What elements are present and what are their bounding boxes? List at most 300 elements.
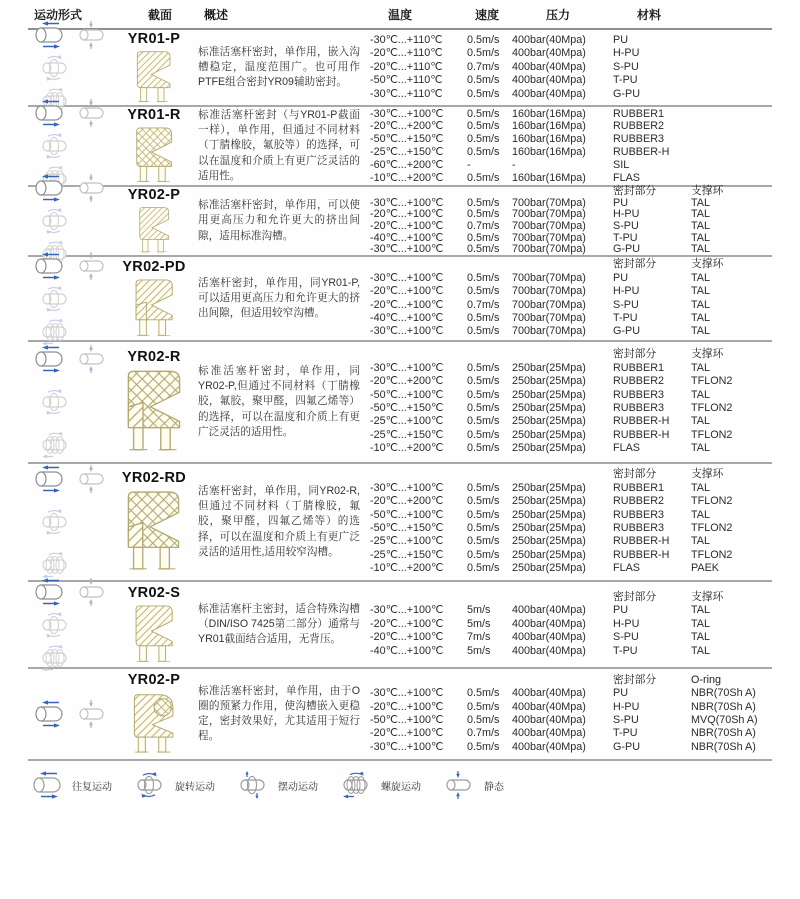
speed-value: 0.5m/s xyxy=(467,47,500,60)
rotary-icon xyxy=(36,611,110,639)
seal-row-yr01-r-2 xyxy=(28,107,772,187)
spec-line xyxy=(370,495,772,508)
spec-line xyxy=(370,482,772,495)
oscillating-icon xyxy=(234,771,272,799)
spec-line xyxy=(370,645,772,658)
temperature-value: -30℃...+100℃ xyxy=(370,361,444,374)
reciprocating-icon xyxy=(30,252,68,280)
overview-text: 标准活塞杆密封（与YR01-P截面一样），单作用，但通过不同材料（丁腈橡胶，氟胶等）的选择，可以在温度和介质上有更广泛灵活的适用性。 xyxy=(198,108,360,182)
support-ring-value: NBR(70Sh A) xyxy=(691,687,756,700)
motion-icons-primary xyxy=(30,252,110,280)
pressure-value: 700bar(70Mpa) xyxy=(512,285,586,298)
pressure-value: 400bar(40Mpa) xyxy=(512,617,586,630)
col-header-material: 材料 xyxy=(637,7,662,22)
speed-value: 0.5m/s xyxy=(467,196,500,209)
temperature-value: -40℃...+100℃ xyxy=(370,644,444,657)
overview-cell xyxy=(198,464,370,580)
static-icon xyxy=(73,174,111,202)
speed-value: 0.5m/s xyxy=(467,120,500,133)
section-column xyxy=(110,187,198,255)
pressure-value: 250bar(25Mpa) xyxy=(512,495,586,508)
static-icon xyxy=(73,465,111,493)
spec-table xyxy=(370,464,772,580)
material-value: S-PU xyxy=(613,60,639,73)
material-value: S-PU xyxy=(613,298,639,311)
temperature-value: -30℃...+100℃ xyxy=(370,481,444,494)
seal-row-yr02-pd-4 xyxy=(28,257,772,342)
support-ring-value xyxy=(691,47,772,60)
seal-row-yr01-p-1 xyxy=(28,30,772,107)
static-icon xyxy=(440,771,478,799)
spec-line xyxy=(370,362,772,375)
seal-cross-section-drawing xyxy=(120,488,188,574)
seal-cross-section-drawing xyxy=(120,367,189,455)
support-ring-value xyxy=(691,88,772,101)
col-header-motion: 运动形式 xyxy=(34,7,83,22)
legend-label: 往复运动 xyxy=(72,781,112,793)
rotary-icon xyxy=(36,132,110,160)
spec-line xyxy=(370,389,772,402)
reciprocating-icon xyxy=(30,578,68,606)
support-ring-value: NBR(70Sh A) xyxy=(691,727,756,740)
speed-value: 0.5m/s xyxy=(467,171,500,184)
material-value: RUBBER2 xyxy=(613,495,665,508)
pressure-value: 400bar(40Mpa) xyxy=(512,687,586,700)
temperature-value: -50℃...+150℃ xyxy=(370,402,444,414)
spec-line xyxy=(370,727,772,740)
support-ring-value xyxy=(691,120,772,133)
spec-table xyxy=(370,257,772,340)
motion-icon-cluster xyxy=(28,464,110,580)
pressure-value: 250bar(25Mpa) xyxy=(512,481,586,494)
rotary-icon xyxy=(36,285,110,313)
motion-icons-primary xyxy=(30,465,110,493)
material-value: T-PU xyxy=(613,727,638,740)
motion-icon-cluster xyxy=(28,582,110,667)
spec-line xyxy=(370,429,772,442)
temperature-value: -25℃...+150℃ xyxy=(370,146,444,158)
model-name: YR02-R xyxy=(127,349,181,365)
support-ring-value: TFLON2 xyxy=(691,522,733,534)
material-value: T-PU xyxy=(613,231,638,244)
pressure-value: 160bar(16Mpa) xyxy=(512,120,586,133)
legend-label: 旋转运动 xyxy=(175,781,215,793)
pressure-value: 250bar(25Mpa) xyxy=(512,402,586,414)
motion-icon-cluster xyxy=(28,30,110,105)
legend-item xyxy=(28,771,112,799)
spec-line xyxy=(370,133,772,146)
static-icon xyxy=(73,252,111,280)
temperature-value: -20℃...+100℃ xyxy=(370,220,444,232)
temperature-value: -20℃...+200℃ xyxy=(370,375,444,388)
speed-value: 0.5m/s xyxy=(467,495,500,508)
spec-line xyxy=(370,522,772,535)
support-ring-value: TAL xyxy=(691,196,710,209)
material-value: PU xyxy=(613,271,628,284)
support-ring-value: NBR(70Sh A) xyxy=(691,700,756,713)
col-header-speed: 速度 xyxy=(475,7,500,22)
pressure-value: 700bar(70Mpa) xyxy=(512,220,586,232)
speed-value: 0.5m/s xyxy=(467,740,500,753)
support-ring-value xyxy=(691,159,772,172)
speed-value: 0.5m/s xyxy=(467,481,500,494)
support-ring-value: TAL xyxy=(691,208,710,221)
overview-cell xyxy=(198,107,370,185)
temperature-value: -20℃...+100℃ xyxy=(370,208,444,221)
motion-icon-cluster xyxy=(28,257,110,340)
pressure-value: - xyxy=(512,158,516,171)
material-header-seal-part: 密封部分 xyxy=(613,468,657,481)
support-ring-value: TAL xyxy=(691,508,710,521)
speed-value: 0.5m/s xyxy=(467,74,500,87)
temperature-value: -30℃...+110℃ xyxy=(370,87,443,100)
seal-row-yr02-rd-6 xyxy=(28,464,772,582)
support-ring-value xyxy=(691,61,772,74)
spec-line xyxy=(370,415,772,428)
temperature-value: -50℃...+110℃ xyxy=(370,74,443,87)
material-value: RUBBER1 xyxy=(613,361,665,374)
spec-line xyxy=(370,375,772,388)
material-value: H-PU xyxy=(613,208,640,221)
speed-value: 0.5m/s xyxy=(467,714,500,726)
motion-icons-primary xyxy=(30,174,110,202)
material-value: T-PU xyxy=(613,74,638,87)
spec-line xyxy=(370,61,772,74)
spec-line xyxy=(370,34,772,47)
support-ring-value: TFLON2 xyxy=(691,428,733,441)
motion-icon-cluster xyxy=(28,342,110,462)
spec-line xyxy=(370,325,772,338)
support-ring-value: PAEK xyxy=(691,562,720,575)
temperature-value: -40℃...+100℃ xyxy=(370,311,444,324)
section-column xyxy=(110,257,198,340)
speed-value: 0.5m/s xyxy=(467,428,500,441)
spec-line xyxy=(370,562,772,575)
speed-value: 0.5m/s xyxy=(467,361,500,374)
speed-value: 0.5m/s xyxy=(467,442,500,455)
screw-icon xyxy=(337,771,375,799)
temperature-value: -20℃...+100℃ xyxy=(370,700,444,713)
support-ring-value xyxy=(691,74,772,87)
support-ring-value: TAL xyxy=(691,617,710,630)
material-header-ring: O-ring xyxy=(691,673,721,686)
support-ring-value: TFLON2 xyxy=(691,548,733,561)
support-ring-value: TAL xyxy=(691,604,710,617)
reciprocating-icon xyxy=(30,465,68,493)
temperature-value: -30℃...+100℃ xyxy=(370,687,444,700)
overview-text: 标准活塞杆主密封，适合特殊沟槽（DIN/ISO 7425第二部分）通常与YR01截面结合适用，无背压。 xyxy=(198,602,360,646)
legend-label: 静态 xyxy=(484,781,504,793)
support-ring-value: TAL xyxy=(691,631,710,644)
material-header-line xyxy=(370,348,772,361)
static-icon xyxy=(73,21,111,49)
reciprocating-icon xyxy=(30,700,68,728)
speed-value: 0.5m/s xyxy=(467,388,500,401)
temperature-value: -30℃...+100℃ xyxy=(370,196,444,209)
temperature-value: -50℃...+150℃ xyxy=(370,522,444,534)
material-header-seal-part: 密封部分 xyxy=(613,673,657,686)
material-value: H-PU xyxy=(613,285,640,298)
material-value: T-PU xyxy=(613,311,638,324)
speed-value: 0.5m/s xyxy=(467,107,500,120)
spec-line xyxy=(370,741,772,754)
motion-icons-primary xyxy=(30,700,110,728)
static-icon xyxy=(73,700,111,728)
support-ring-value: TAL xyxy=(691,415,710,428)
seal-cross-section-drawing xyxy=(128,690,180,756)
motion-icons-primary xyxy=(30,99,110,127)
overview-text: 活塞杆密封，单作用，同YR02-R,但通过不同材料（丁腈橡胶，氟胶，聚甲醛，四氟乙烯等）的选择，可以在温度和介质上有更广泛灵活的适用性,适用较窄沟槽。 xyxy=(198,484,360,558)
speed-value: 0.7m/s xyxy=(467,727,500,740)
reciprocating-icon xyxy=(30,345,68,373)
model-name: YR01-P xyxy=(127,30,181,47)
support-ring-value xyxy=(691,146,772,159)
material-value: RUBBER3 xyxy=(613,402,665,414)
support-ring-value: TAL xyxy=(691,325,710,338)
spec-line xyxy=(370,312,772,325)
material-value: RUBBER-H xyxy=(613,146,670,158)
speed-value: 0.5m/s xyxy=(467,700,500,713)
legend-item xyxy=(131,771,215,799)
support-ring-value: TAL xyxy=(691,388,710,401)
material-header-line xyxy=(370,674,772,687)
overview-text: 标准活塞杆密封，单作用，由于O圈的预紧力作用，使沟槽嵌入更稳定，密封效果好，尤其适用于短行程。 xyxy=(198,684,360,743)
motion-icon-cluster xyxy=(28,187,110,255)
model-name: YR01-R xyxy=(127,107,181,123)
material-value: PU xyxy=(613,33,628,46)
pressure-value: 250bar(25Mpa) xyxy=(512,388,586,401)
pressure-value: 250bar(25Mpa) xyxy=(512,522,586,534)
speed-value: 5m/s xyxy=(467,604,491,617)
pressure-value: 250bar(25Mpa) xyxy=(512,548,586,561)
reciprocating-icon xyxy=(30,99,68,127)
pressure-value: 400bar(40Mpa) xyxy=(512,727,586,740)
spec-line xyxy=(370,402,772,415)
temperature-value: -20℃...+100℃ xyxy=(370,285,444,298)
material-value: H-PU xyxy=(613,47,640,60)
col-header-temperature: 温度 xyxy=(388,7,413,22)
material-header-ring: 支撑环 xyxy=(691,348,724,361)
seal-cross-section-drawing xyxy=(135,205,174,255)
seal-cross-section-drawing xyxy=(132,49,176,105)
spec-line xyxy=(370,299,772,312)
material-header-ring: 支撑环 xyxy=(691,468,724,481)
temperature-value: -20℃...+100℃ xyxy=(370,617,444,630)
material-value: G-PU xyxy=(613,325,640,338)
rotary-icon xyxy=(36,54,110,82)
material-value: PU xyxy=(613,196,628,209)
support-ring-value: TAL xyxy=(691,644,710,657)
spec-line xyxy=(370,108,772,121)
material-value: G-PU xyxy=(613,87,640,100)
speed-value: 0.5m/s xyxy=(467,285,500,298)
pressure-value: 250bar(25Mpa) xyxy=(512,415,586,428)
spec-line xyxy=(370,74,772,87)
pressure-value: 250bar(25Mpa) xyxy=(512,508,586,521)
pressure-value: 160bar(16Mpa) xyxy=(512,146,586,158)
pressure-value: 250bar(25Mpa) xyxy=(512,442,586,455)
seal-row-yr02-p-8 xyxy=(28,669,772,761)
support-ring-value: TAL xyxy=(691,243,710,256)
speed-value: 0.5m/s xyxy=(467,535,500,548)
pressure-value: 250bar(25Mpa) xyxy=(512,535,586,548)
section-column xyxy=(110,107,198,185)
support-ring-value: TAL xyxy=(691,298,710,311)
spec-line xyxy=(370,244,772,256)
support-ring-value: TAL xyxy=(691,442,710,455)
support-ring-value: TAL xyxy=(691,311,710,324)
seal-cross-section-drawing xyxy=(130,603,179,665)
pressure-value: 400bar(40Mpa) xyxy=(512,87,586,100)
spec-line xyxy=(370,535,772,548)
spec-table xyxy=(370,30,772,105)
temperature-value: -20℃...+110℃ xyxy=(370,60,443,73)
legend-item xyxy=(234,771,318,799)
overview-cell xyxy=(198,582,370,667)
reciprocating-icon xyxy=(30,21,68,49)
speed-value: 0.7m/s xyxy=(467,298,500,311)
speed-value: 0.5m/s xyxy=(467,146,500,158)
speed-value: 7m/s xyxy=(467,631,491,644)
reciprocating-icon xyxy=(30,174,68,202)
spec-line xyxy=(370,221,772,233)
legend-label: 摆动运动 xyxy=(278,781,318,793)
material-value: RUBBER3 xyxy=(613,388,665,401)
pressure-value: 400bar(40Mpa) xyxy=(512,631,586,644)
speed-value: 0.5m/s xyxy=(467,522,500,534)
col-header-section: 截面 xyxy=(147,7,172,22)
speed-value: 0.5m/s xyxy=(467,231,500,244)
material-value: RUBBER3 xyxy=(613,522,665,534)
material-value: RUBBER-H xyxy=(613,548,670,561)
speed-value: 0.7m/s xyxy=(467,220,500,232)
speed-value: 0.5m/s xyxy=(467,87,500,100)
material-header-seal-part: 密封部分 xyxy=(613,590,657,603)
pressure-value: 700bar(70Mpa) xyxy=(512,231,586,244)
speed-value: 5m/s xyxy=(467,617,491,630)
temperature-value: -20℃...+100℃ xyxy=(370,298,444,311)
pressure-value: 400bar(40Mpa) xyxy=(512,714,586,726)
pressure-value: 700bar(70Mpa) xyxy=(512,325,586,338)
motion-icon-cluster xyxy=(28,669,110,759)
temperature-value: -30℃...+100℃ xyxy=(370,107,444,120)
overview-cell xyxy=(198,257,370,340)
support-ring-value: TAL xyxy=(691,271,710,284)
support-ring-value: TFLON2 xyxy=(691,402,733,414)
material-value: G-PU xyxy=(613,243,640,256)
temperature-value: -30℃...+100℃ xyxy=(370,740,444,753)
material-value: PU xyxy=(613,604,628,617)
static-icon xyxy=(73,99,111,127)
material-value: RUBBER-H xyxy=(613,428,670,441)
pressure-value: 700bar(70Mpa) xyxy=(512,298,586,311)
material-value: RUBBER-H xyxy=(613,535,670,548)
motion-legend xyxy=(28,771,772,799)
temperature-value: -25℃...+100℃ xyxy=(370,415,444,428)
spec-line xyxy=(370,172,772,185)
overview-cell xyxy=(198,342,370,462)
speed-value: 0.5m/s xyxy=(467,687,500,700)
temperature-value: -10℃...+200℃ xyxy=(370,562,444,575)
temperature-value: -25℃...+150℃ xyxy=(370,428,444,441)
col-headers-specs xyxy=(376,6,772,23)
temperature-value: -30℃...+100℃ xyxy=(370,325,444,338)
temperature-value: -10℃...+200℃ xyxy=(370,442,444,455)
overview-cell xyxy=(198,187,370,255)
temperature-value: -40℃...+100℃ xyxy=(370,231,444,244)
temperature-value: -30℃...+100℃ xyxy=(370,271,444,284)
spec-line xyxy=(370,442,772,455)
temperature-value: -50℃...+100℃ xyxy=(370,388,444,401)
screw-icon xyxy=(36,431,110,459)
pressure-value: 400bar(40Mpa) xyxy=(512,700,586,713)
model-name: YR02-RD xyxy=(121,470,187,486)
pressure-value: 700bar(70Mpa) xyxy=(512,243,586,256)
spec-line xyxy=(370,701,772,714)
spec-table xyxy=(370,582,772,667)
speed-value: 0.5m/s xyxy=(467,325,500,338)
pressure-value: 700bar(70Mpa) xyxy=(512,311,586,324)
rotary-icon xyxy=(36,207,110,235)
speed-value: 0.5m/s xyxy=(467,33,500,46)
speed-value: 0.5m/s xyxy=(467,133,500,146)
temperature-value: -25℃...+150℃ xyxy=(370,548,444,561)
table-header xyxy=(28,0,772,30)
seal-row-yr02-p-3 xyxy=(28,187,772,257)
spec-line xyxy=(370,687,772,700)
spec-line xyxy=(370,146,772,159)
pressure-value: 400bar(40Mpa) xyxy=(512,740,586,753)
model-name: YR02-PD xyxy=(122,258,186,275)
material-value: G-PU xyxy=(613,740,640,753)
spec-table xyxy=(370,107,772,185)
support-ring-value xyxy=(691,172,772,185)
section-column xyxy=(110,669,198,759)
speed-value: - xyxy=(467,158,471,171)
support-ring-value: NBR(70Sh A) xyxy=(691,740,756,753)
support-ring-value: TAL xyxy=(691,231,710,244)
temperature-value: -30℃...+110℃ xyxy=(370,33,443,46)
speed-value: 0.5m/s xyxy=(467,375,500,388)
seal-rows-container xyxy=(28,30,772,761)
material-value: H-PU xyxy=(613,700,640,713)
overview-text: 标准活塞杆密封，单作用，可以使用更高压力和允许更大的挤出间隙，适用标准沟槽。 xyxy=(198,199,360,242)
legend-item xyxy=(440,771,504,799)
material-value: RUBBER2 xyxy=(613,120,665,133)
speed-value: 0.7m/s xyxy=(467,60,500,73)
speed-value: 0.5m/s xyxy=(467,548,500,561)
temperature-value: -20℃...+100℃ xyxy=(370,727,444,740)
rotary-icon xyxy=(36,508,110,536)
seal-cross-section-drawing xyxy=(130,277,179,339)
material-value: T-PU xyxy=(613,644,638,657)
material-header-ring: 支撑环 xyxy=(691,590,724,603)
material-value: FLAS xyxy=(613,562,641,575)
support-ring-value: TAL xyxy=(691,481,710,494)
material-header-seal-part: 密封部分 xyxy=(613,185,657,198)
material-value: S-PU xyxy=(613,714,639,726)
spec-line xyxy=(370,285,772,298)
spec-line xyxy=(370,714,772,727)
temperature-value: -50℃...+150℃ xyxy=(370,133,444,146)
support-ring-value: TAL xyxy=(691,535,710,548)
seal-row-yr02-s-7 xyxy=(28,582,772,669)
pressure-value: 160bar(16Mpa) xyxy=(512,107,586,120)
speed-value: 5m/s xyxy=(467,644,491,657)
spec-line xyxy=(370,631,772,644)
support-ring-value xyxy=(691,34,772,47)
spec-line xyxy=(370,604,772,617)
